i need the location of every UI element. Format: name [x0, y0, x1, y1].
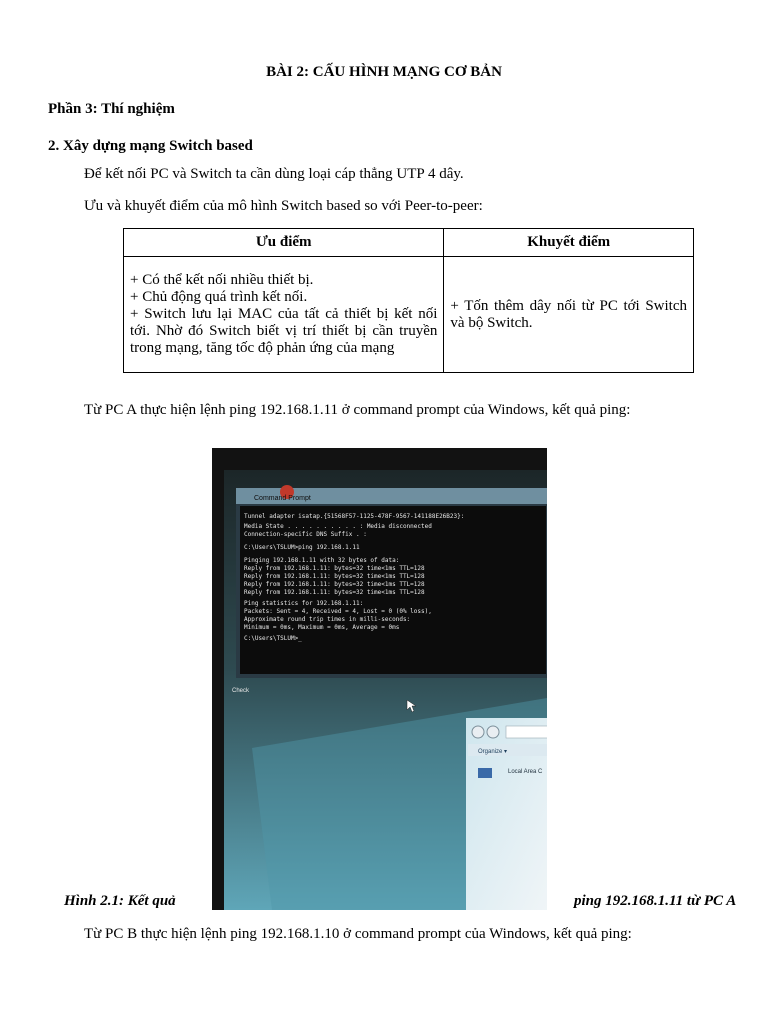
cmd-line: Connection-specific DNS Suffix . : — [244, 531, 367, 538]
cmd-line: Minimum = 0ms, Maximum = 0ms, Average = 0ms — [244, 624, 400, 631]
screen-photo-drawing — [212, 448, 547, 910]
explorer-address-bar — [506, 726, 547, 738]
paragraph-ping-b: Từ PC B thực hiện lệnh ping 192.168.1.10 ở command prompt của Windows, kết quả ping: — [84, 926, 632, 942]
document-title: BÀI 2: CẤU HÌNH MẠNG CƠ BẢN — [266, 64, 502, 80]
table-header-row — [124, 229, 694, 257]
section-heading: Phần 3: Thí nghiệm — [48, 101, 175, 117]
desktop-icon-label: Check — [232, 688, 250, 694]
paragraph-ping-a: Từ PC A thực hiện lệnh ping 192.168.1.11 ở command prompt của Windows, kết quả ping: — [84, 402, 631, 418]
screen-photo — [212, 448, 547, 910]
advantages-cell — [124, 257, 444, 373]
cmd-line: Pinging 192.168.1.11 with 32 bytes of data: — [244, 557, 400, 564]
cmd-line: Media State . . . . . . . . . . : Media disconnected — [244, 523, 432, 530]
cmd-line: C:\Users\TSLUM>_ — [244, 635, 302, 642]
cmd-window-title: Command Prompt — [254, 495, 311, 502]
paragraph-cable: Để kết nối PC và Switch ta cần dùng loại cáp thẳng UTP 4 dây. — [84, 166, 464, 182]
table-row — [124, 257, 694, 373]
forward-arrow-icon — [487, 726, 499, 738]
cmd-line: Reply from 192.168.1.11: bytes=32 time<1ms TTL=128 — [244, 581, 425, 588]
cmd-line: Ping statistics for 192.168.1.11: — [244, 600, 364, 607]
paragraph-comparison-intro: Ưu và khuyết điểm của mô hình Switch based so với Peer-to-peer: — [84, 198, 483, 214]
header-advantages: Ưu điểm — [124, 229, 444, 257]
explorer-organize-menu: Organize ▾ — [478, 749, 508, 755]
back-arrow-icon — [472, 726, 484, 738]
cmd-line: Approximate round trip times in milli-seconds: — [244, 616, 411, 623]
cmd-line: Tunnel adapter isatap.{51568F57-1125-478F-9567-141188E26B23}: — [244, 513, 465, 520]
advantage-item: + Switch lưu lại MAC của tất cả thiết bị kết nối tới. Nhờ đó Switch biết vị trí thiết bị cần truyền trong mạng, tăng tốc độ phản ứng của mạng — [130, 306, 438, 356]
comparison-table — [123, 228, 694, 373]
disadvantages-cell: + Tốn thêm dây nối từ PC tới Switch và bộ Switch. — [444, 257, 694, 373]
cmd-line: Packets: Sent = 4, Received = 4, Lost = 0 (0% loss), — [244, 608, 432, 615]
header-disadvantages: Khuyết điểm — [444, 229, 694, 257]
cmd-line: Reply from 192.168.1.11: bytes=32 time<1ms TTL=128 — [244, 565, 425, 572]
subsection-heading: 2. Xây dựng mạng Switch based — [48, 138, 253, 154]
advantage-item: + Chủ động quá trình kết nối. — [130, 289, 308, 305]
cmd-line: Reply from 192.168.1.11: bytes=32 time<1ms TTL=128 — [244, 573, 425, 580]
figure-caption-right: ping 192.168.1.11 từ PC A — [574, 893, 737, 909]
cmd-line: Reply from 192.168.1.11: bytes=32 time<1ms TTL=128 — [244, 589, 425, 596]
network-adapter-icon — [478, 768, 492, 778]
figure-caption-left: Hình 2.1: Kết quả — [64, 893, 176, 909]
cmd-line: C:\Users\TSLUM>ping 192.168.1.11 — [244, 544, 360, 551]
network-adapter-label: Local Area C — [508, 769, 543, 775]
advantage-item: + Có thể kết nối nhiều thiết bị. — [130, 272, 314, 288]
